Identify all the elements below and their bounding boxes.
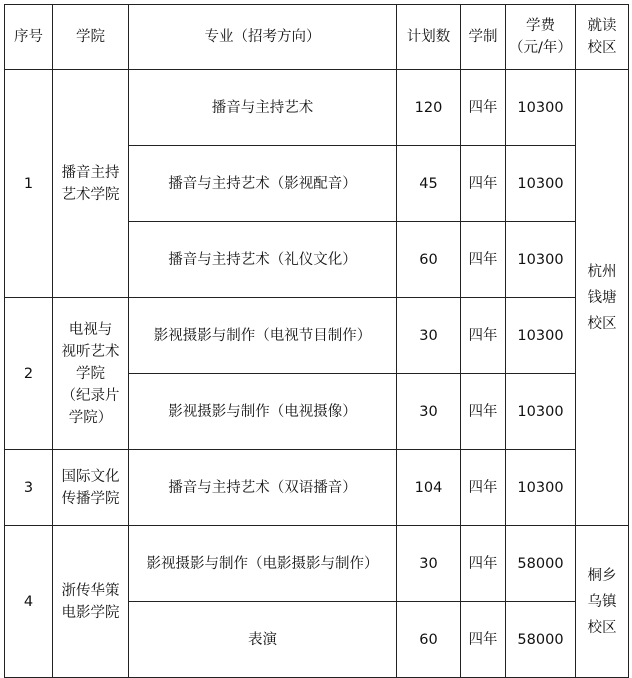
college-line: 视听艺术 xyxy=(61,343,120,360)
fee-cell: 10300 xyxy=(506,70,576,146)
duration-cell: 四年 xyxy=(461,298,506,374)
header-fee-line2: （元/年） xyxy=(509,40,572,56)
major-cell: 播音与主持艺术 xyxy=(129,70,397,146)
seq-cell: 2 xyxy=(5,298,53,450)
table-row xyxy=(5,70,629,146)
college-cell xyxy=(53,526,129,678)
table-row xyxy=(5,450,629,526)
major-cell: 影视摄影与制作（电视节目制作） xyxy=(129,298,397,374)
header-campus xyxy=(576,5,629,70)
plan-cell: 30 xyxy=(397,526,461,602)
duration-cell: 四年 xyxy=(461,526,506,602)
college-line: 学院 xyxy=(76,365,105,382)
college-cell xyxy=(53,70,129,298)
campus-label: 桐乡乌镇校区 xyxy=(587,567,617,636)
fee-cell: 58000 xyxy=(506,526,576,602)
plan-cell: 30 xyxy=(397,298,461,374)
plan-cell: 45 xyxy=(397,146,461,222)
college-cell xyxy=(53,298,129,450)
header-seq: 序号 xyxy=(5,5,53,70)
college-line: 国际文化 xyxy=(61,468,120,485)
duration-cell: 四年 xyxy=(461,146,506,222)
header-row xyxy=(5,5,629,70)
college-line: 电视与 xyxy=(68,321,113,338)
fee-cell: 10300 xyxy=(506,374,576,450)
header-duration: 学制 xyxy=(461,5,506,70)
college-line: 传播学院 xyxy=(61,490,120,507)
plan-cell: 30 xyxy=(397,374,461,450)
fee-cell: 10300 xyxy=(506,450,576,526)
campus-cell xyxy=(576,526,629,678)
table-row xyxy=(5,298,629,374)
duration-cell: 四年 xyxy=(461,602,506,678)
seq-cell: 4 xyxy=(5,526,53,678)
fee-cell: 58000 xyxy=(506,602,576,678)
plan-cell: 104 xyxy=(397,450,461,526)
plan-cell: 60 xyxy=(397,222,461,298)
college-line: 学院） xyxy=(68,409,113,426)
duration-cell: 四年 xyxy=(461,374,506,450)
duration-cell: 四年 xyxy=(461,70,506,146)
college-line: （纪录片 xyxy=(61,387,120,404)
campus-label: 杭州钱塘校区 xyxy=(587,263,617,332)
fee-cell: 10300 xyxy=(506,146,576,222)
college-line: 播音主持 xyxy=(61,164,120,181)
enrollment-plan-table xyxy=(4,4,629,678)
college-cell xyxy=(53,450,129,526)
plan-cell: 60 xyxy=(397,602,461,678)
major-cell: 表演 xyxy=(129,602,397,678)
header-fee-line1: 学费 xyxy=(525,18,555,34)
college-line: 浙传华策 xyxy=(61,582,120,599)
header-college: 学院 xyxy=(53,5,129,70)
college-line: 电影学院 xyxy=(61,604,120,621)
campus-cell xyxy=(576,70,629,526)
major-cell: 影视摄影与制作（电影摄影与制作） xyxy=(129,526,397,602)
header-fee-label xyxy=(509,15,572,59)
fee-cell: 10300 xyxy=(506,222,576,298)
header-fee xyxy=(506,5,576,70)
header-campus-line1: 就读 xyxy=(587,18,617,34)
header-plan: 计划数 xyxy=(397,5,461,70)
major-cell: 播音与主持艺术（双语播音） xyxy=(129,450,397,526)
seq-cell: 1 xyxy=(5,70,53,298)
seq-cell: 3 xyxy=(5,450,53,526)
plan-cell: 120 xyxy=(397,70,461,146)
table-row xyxy=(5,526,629,602)
major-cell: 播音与主持艺术（礼仪文化） xyxy=(129,222,397,298)
fee-cell: 10300 xyxy=(506,298,576,374)
duration-cell: 四年 xyxy=(461,450,506,526)
college-line: 艺术学院 xyxy=(61,186,120,203)
header-campus-label xyxy=(588,15,617,59)
header-major: 专业（招考方向） xyxy=(129,5,397,70)
duration-cell: 四年 xyxy=(461,222,506,298)
major-cell: 影视摄影与制作（电视摄像） xyxy=(129,374,397,450)
major-cell: 播音与主持艺术（影视配音） xyxy=(129,146,397,222)
header-campus-line2: 校区 xyxy=(587,40,617,56)
